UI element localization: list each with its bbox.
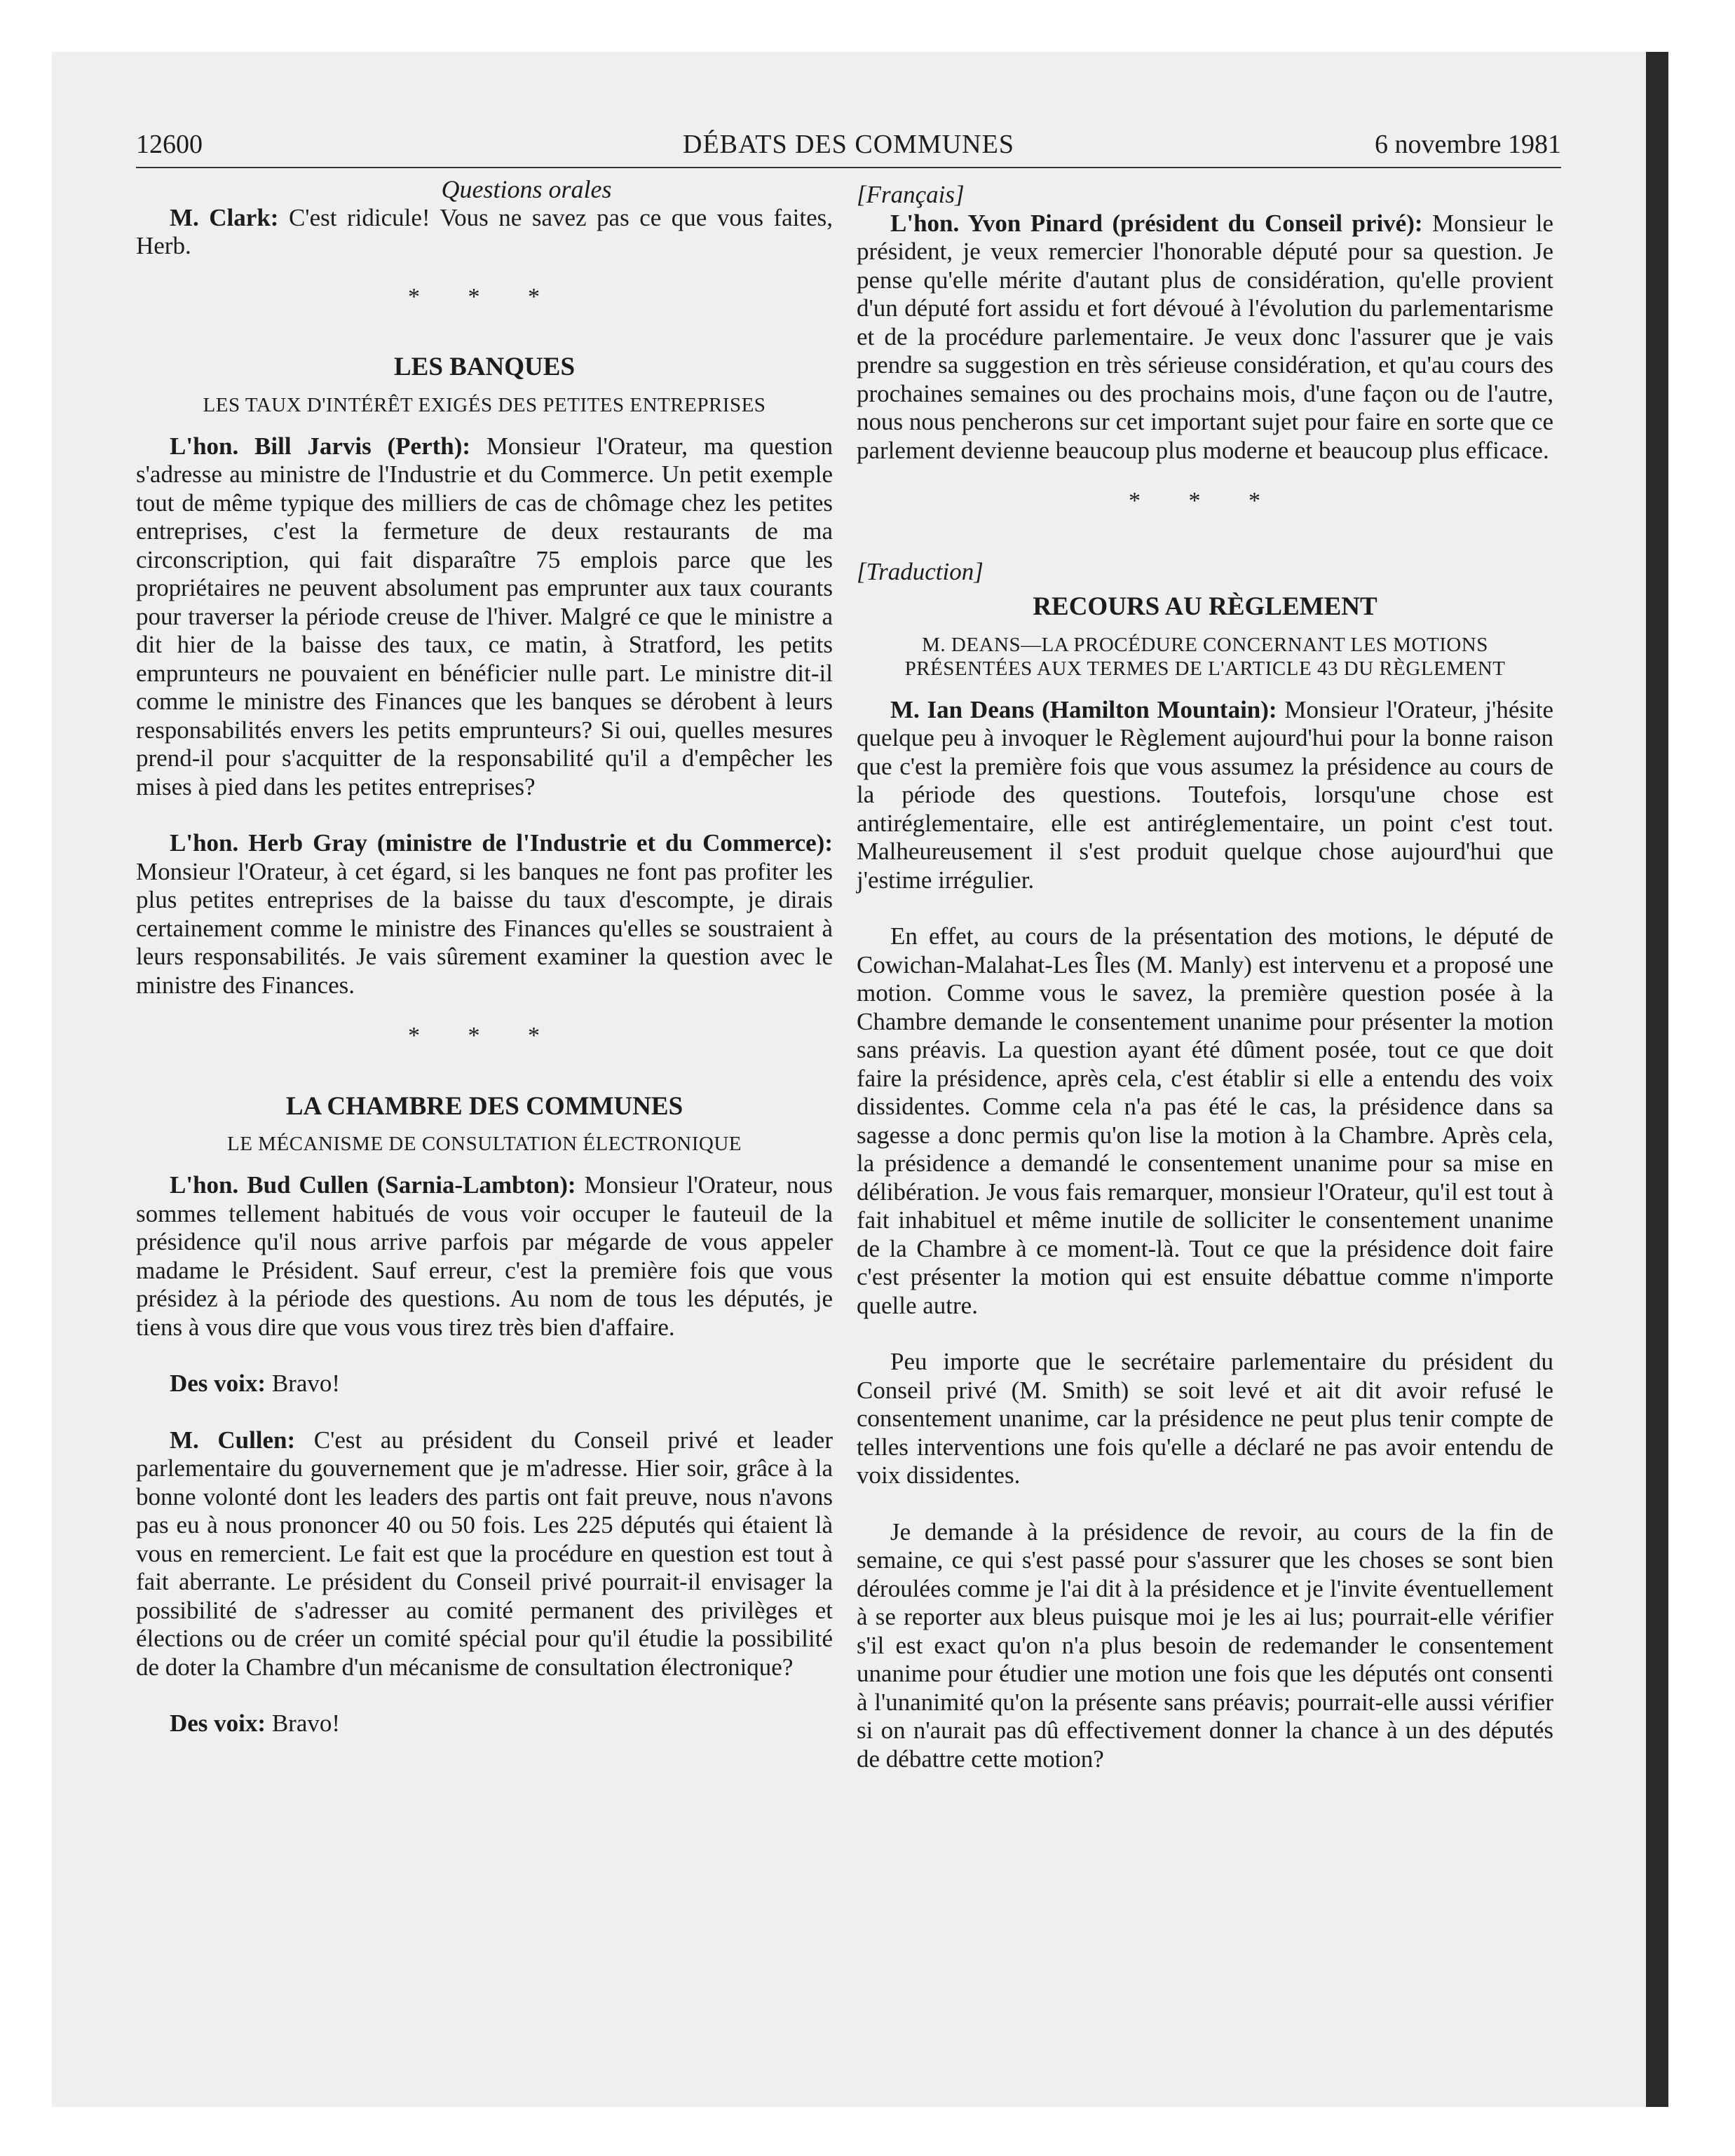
section-heading: LA CHAMBRE DES COMMUNES — [285, 1091, 683, 1121]
running-header — [136, 119, 1561, 168]
speech-text: Monsieur l'Orateur, j'hésite quelque peu à invoquer le Règlement aujourd'hui pour la bonne raison que c'est la première fois que vous assumez la présidence au cours de la période des questions. Toutefois, lorsqu'une chose est antiréglementaire, elle est antiréglementaire, un point c'est tout. Malheureusement il s'est produit quelque chose aujourd'hui que j'estime irrégulier. — [857, 695, 1553, 894]
speaker-name: L'hon. Bill Jarvis (Perth): — [170, 432, 471, 460]
speaker-name: M. Ian Deans (Hamilton Mountain): — [890, 695, 1277, 723]
speaker-name: L'hon. Yvon Pinard (président du Conseil privé): — [890, 209, 1423, 237]
left-column — [136, 175, 833, 1738]
speaker-name: M. Cullen: — [170, 1426, 296, 1454]
speaker-name: L'hon. Herb Gray (ministre de l'Industrie et du Commerce): — [170, 829, 833, 857]
scan-edge-bar — [1646, 52, 1668, 2107]
paragraph — [857, 210, 1553, 465]
paragraph: Peu importe que le secrétaire parlementaire du président du Conseil privé (M. Smith) se soit levé et ait dit avoir refusé le consentement unanime, car la présidence ne peut plus tenir compte de telles interventions une fois qu'elle a déclaré ne pas avoir entendu de voix dissidentes. — [857, 1348, 1553, 1489]
paragraph: En effet, au cours de la présentation des motions, le député de Cowichan-Malahat-Les Îles (M. Manly) est intervenu et a proposé une motion. Comme vous le savez, la première question posée à la Chambre demande le consentement unanime pour présenter la motion sans préavis. La question ayant été dûment posée, tout ce que doit faire la présidence, après cela, c'est établir si elle a entendu des voix dissidentes. Comme cela n'a pas été le cas, la présidence dans sa sagesse a donc permis qu'on lise la motion à la Chambre. Après cela, la présidence a demandé le consentement unanime pour sa mise en délibération. Je vous fais remarquer, monsieur l'Orateur, qu'il est tout à fait inhabituel et même inutile de solliciter le consentement unanime de la Chambre à ce moment-là. Tout ce que la présidence doit faire c'est présenter la motion qui est ensuite débattue comme n'importe quelle autre. — [857, 922, 1553, 1319]
right-column — [857, 181, 1553, 1773]
section-heading: RECOURS AU RÈGLEMENT — [1033, 592, 1377, 621]
speech-text: C'est au président du Conseil privé et leader parlementaire du gouvernement que je m'adresse. Hier soir, grâce à la bonne volonté dont les leaders des partis ont fait preuve, nous n'avons pas eu à nous prononcer 40 ou 50 fois. Les 225 députés qui étaient là vous en remercient. Le fait est que la procédure en question est tout à fait aberrante. Le président du Conseil privé pourrait-il envisager la possibilité de s'adresser au comité permanent des privilèges et élections ou de créer un comité spécial pour qu'il étudie la possibilité de doter la Chambre d'un mécanisme de consultation électronique? — [136, 1426, 833, 1681]
section-subheading: LES TAUX D'INTÉRÊT EXIGÉS DES PETITES ENTREPRISES — [203, 393, 766, 416]
speech-text: Monsieur l'Orateur, ma question s'adresse au ministre de l'Industrie et du Commerce. Un petit exemple tout de même typique des milliers de cas de chômage chez les petites entreprises, c'est la fermeture de deux restaurants de ma circonscription, qui fait disparaître 75 emplois parce que les propriétaires ne peuvent absolument pas emprunter aux taux courants pour traverser la période creuse de l'hiver. Malgré ce que le ministre a dit hier de la baisse des taux, ce matin, à Stratford, les petits emprunteurs ne pouvaient en bénéficier nulle part. Le ministre dit-il comme le ministre des Finances que les banques se dérobent à leurs responsabilités envers les petits emprunteurs? Si oui, quelles mesures prend-il pour s'acquitter de la responsabilité qu'il a d'empêcher les mises à pied dans les petites entreprises? — [136, 432, 833, 800]
speech-text: Bravo! — [266, 1370, 341, 1397]
speaker-name: M. Clark: — [170, 203, 279, 231]
paragraph — [136, 1171, 833, 1342]
paragraph — [136, 1710, 833, 1738]
paragraph — [136, 829, 833, 999]
section-separator: * * * — [408, 283, 561, 310]
page-number: 12600 — [136, 130, 203, 159]
section-subheading: LE MÉCANISME DE CONSULTATION ÉLECTRONIQUE — [226, 1133, 742, 1155]
language-tag: [Traduction] — [857, 557, 984, 585]
language-tag: [Français] — [857, 181, 965, 208]
section-subheading: M. DEANS—LA PROCÉDURE CONCERNANT LES MOTIONS PRÉSENTÉES AUX TERMES DE L'ARTICLE 43 DU RÈGLEMENT — [904, 633, 1506, 680]
speaker-name: L'hon. Bud Cullen (Sarnia-Lambton): — [170, 1171, 576, 1199]
paragraph — [136, 1426, 833, 1682]
paragraph: Je demande à la présidence de revoir, au cours de la fin de semaine, ce qui s'est passé pour s'assurer que les choses se sont bien déroulées comme je l'ai dit à la présidence et je l'invite éventuellement à se reporter aux bleus puisque moi je les ai lus; pourrait-elle vérifier s'il est exact qu'on n'a plus besoin de redemander le consentement unanime pour étudier une motion une fois que les députés ont consenti à l'unanimité qu'on la présente sans préavis; pourrait-elle aussi vérifier si on n'aurait pas dû effectivement donner la chance à un des députés de débattre cette motion? — [857, 1517, 1553, 1773]
paragraph — [136, 204, 833, 261]
speech-text: Monsieur l'Orateur, nous sommes tellement habitués de vous voir occuper le fauteuil de la présidence qu'il nous arrive parfois par mégarde de vous appeler madame le Président. Sauf erreur, c'est la première fois que vous présidez à la période des questions. Au nom de tous les députés, je tiens à vous dire que vous vous tirez très bien d'affaire. — [136, 1171, 833, 1341]
speaker-name: Des voix: — [170, 1710, 266, 1737]
publication-title: DÉBATS DES COMMUNES — [683, 130, 1014, 159]
paragraph — [857, 696, 1553, 895]
speaker-name: Des voix: — [170, 1370, 266, 1397]
speech-text: Monsieur le président, je veux remercier l'honorable député pour sa question. Je pense qu'elle mérite d'autant plus de considération, qu'elle provient d'un député fort assidu et fort dévoué à l'évolution du parlementarisme et de la procédure parlementaire. Je veux donc l'assurer que je vais prendre sa suggestion en très sérieuse considération, et qu'au cours des prochaines semaines ou des prochains mois, d'une façon ou de l'autre, nous nous pencherons sur cet important sujet pour faire en sorte que ce parlement devienne beaucoup plus moderne et beaucoup plus efficace. — [857, 209, 1553, 464]
section-label: Questions orales — [441, 175, 612, 203]
section-separator: * * * — [1129, 488, 1281, 514]
section-heading: LES BANQUES — [393, 353, 576, 381]
speech-text: Monsieur l'Orateur, à cet égard, si les banques ne font pas profiter les plus petites entreprises de la baisse du taux d'escompte, je dirais certainement comme le ministre des Finances qu'elles se soustraient à leurs responsabilités. Je vais sûrement examiner la question avec le ministre des Finances. — [136, 857, 833, 999]
speech-text: C'est ridicule! Vous ne savez pas ce que vous faites, Herb. — [136, 203, 833, 259]
paragraph — [136, 1370, 833, 1398]
paragraph — [136, 432, 833, 802]
speech-text: Bravo! — [266, 1710, 341, 1737]
page-date: 6 novembre 1981 — [1375, 130, 1561, 159]
section-separator: * * * — [408, 1023, 561, 1049]
